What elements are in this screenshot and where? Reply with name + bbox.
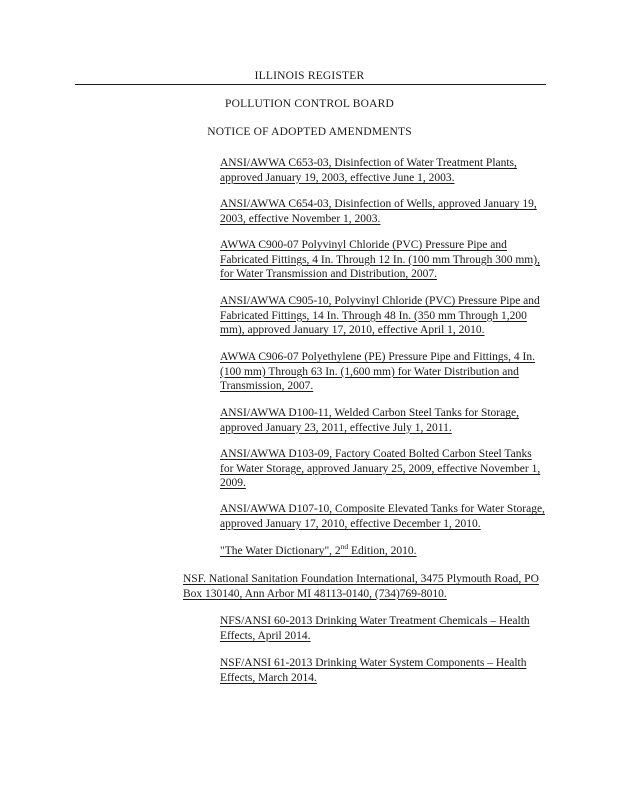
dictionary-entry-edition: Edition, 2010. xyxy=(348,545,417,557)
reference-entry: ANSI/AWWA D107-10, Composite Elevated Tanks for Water Storage, approved January 17, 2010, effective December 1, 2010. xyxy=(220,503,545,530)
dictionary-entry xyxy=(220,544,545,559)
reference-entry: ANSI/AWWA C905-10, Polyvinyl Chloride (PVC) Pressure Pipe and Fabricated Fittings, 14 In. Through 48 In. (350 mm Through 1,200 mm), approved January 17, 2010, effective April 1, 2010. xyxy=(220,295,540,336)
reference-entry: AWWA C900-07 Polyvinyl Chloride (PVC) Pressure Pipe and Fabricated Fittings, 4 In. Through 12 In. (100 mm Through 300 mm), for Water Transmission and Distribution, 2007. xyxy=(220,239,540,280)
reference-entry: AWWA C906-07 Polyethylene (PE) Pressure Pipe and Fittings, 4 In. (100 mm) Through 63 In. (1,600 mm) for Water Distribution and Transmission, 2007. xyxy=(220,351,535,392)
nsf-standard-entry: NSF/ANSI 61-2013 Drinking Water System Components – Health Effects, March 2014. xyxy=(220,657,527,684)
reference-entry: ANSI/AWWA D100-11, Welded Carbon Steel Tanks for Storage, approved January 23, 2011, effective July 1, 2011. xyxy=(220,407,519,434)
reference-entry: ANSI/AWWA C654-03, Disinfection of Wells, approved January 19, 2003, effective November 1, 2003. xyxy=(220,198,537,225)
header-rule xyxy=(75,84,546,85)
notice-title: NOTICE OF ADOPTED AMENDMENTS xyxy=(207,126,412,138)
ordinal-suffix: nd xyxy=(340,542,349,552)
nsf-standard-entry: NFS/ANSI 60-2013 Drinking Water Treatment Chemicals – Health Effects, April 2014. xyxy=(220,615,530,642)
nsf-entry: NSF. National Sanitation Foundation International, 3475 Plymouth Road, PO Box 130140, Ann Arbor MI 48113-0140, (734)769-8010. xyxy=(183,573,539,600)
board-name: POLLUTION CONTROL BOARD xyxy=(224,98,394,110)
reference-entry: ANSI/AWWA D103-09, Factory Coated Bolted Carbon Steel Tanks for Water Storage, approved January 25, 2009, effective November 1, 2009. xyxy=(220,448,541,489)
dictionary-entry-text: "The Water Dictionary", 2 xyxy=(220,545,341,557)
reference-entry: ANSI/AWWA C653-03, Disinfection of Water Treatment Plants, approved January 19, 2003, effective June 1, 2003. xyxy=(220,157,517,184)
register-title: ILLINOIS REGISTER xyxy=(254,70,365,82)
